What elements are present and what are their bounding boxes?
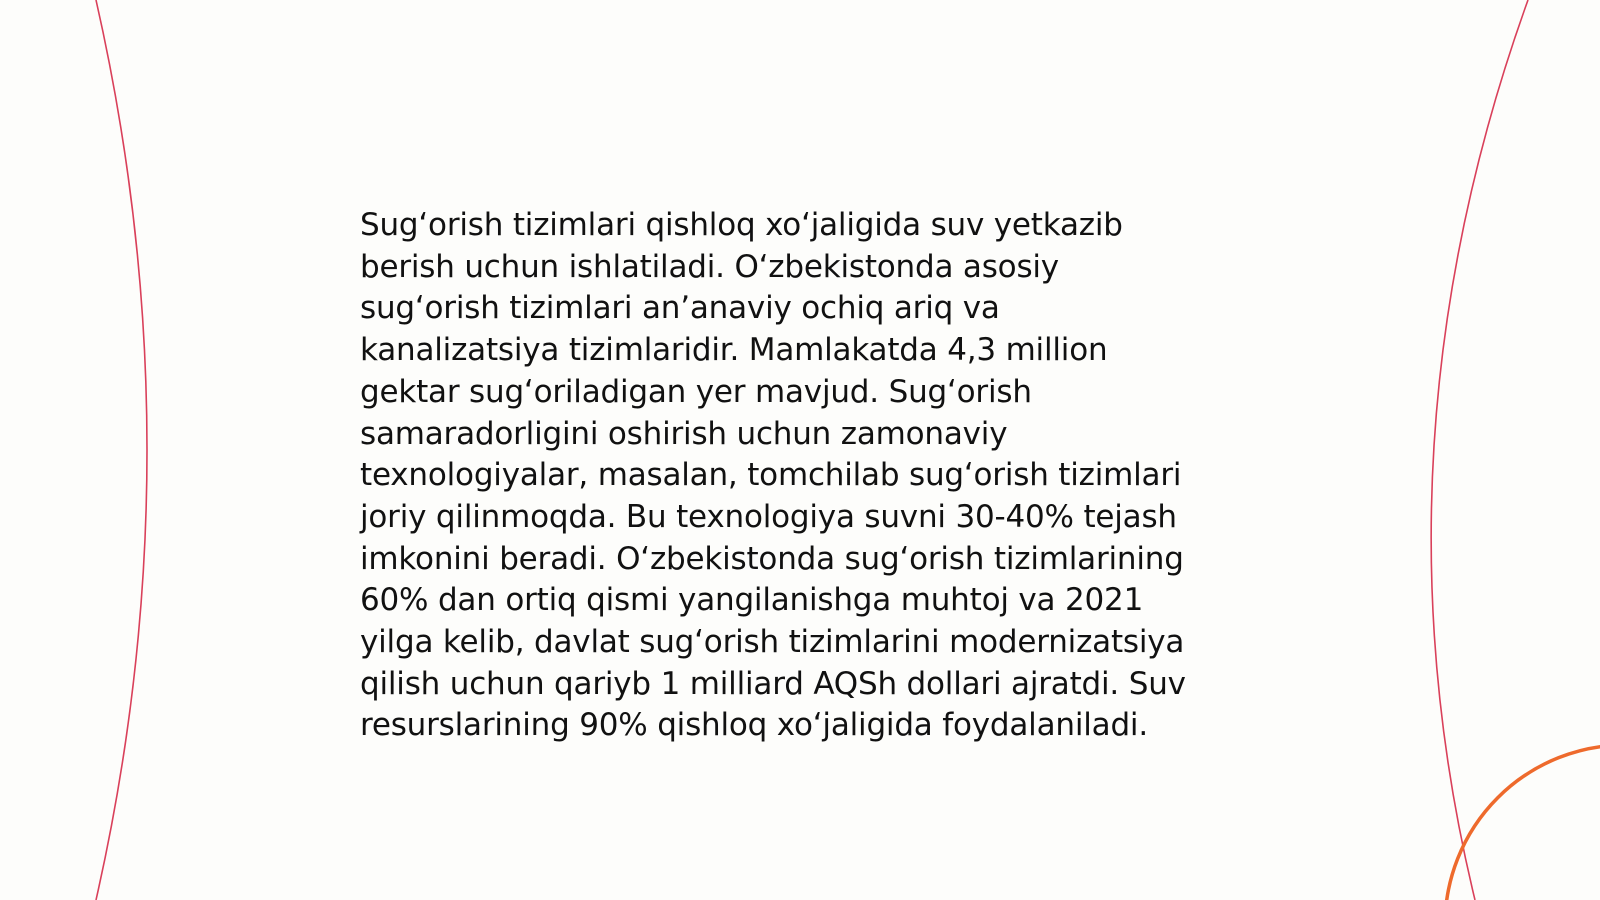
paragraph-line: texnologiyalar, masalan, tomchilab sug‘orish tizimlari: [360, 457, 1182, 494]
body-paragraph: [360, 205, 1240, 747]
paragraph-line: berish uchun ishlatiladi. O‘zbekistonda asosiy: [360, 248, 1059, 285]
right-curve-line: [1431, 0, 1528, 900]
paragraph-line: joriy qilinmoqda. Bu texnologiya suvni 30-40% tejash: [360, 498, 1177, 535]
paragraph-line: sug‘orish tizimlari an’anaviy ochiq ariq va: [360, 290, 1000, 327]
paragraph-line: imkonini beradi. O‘zbekistonda sug‘orish tizimlarining: [360, 540, 1184, 577]
paragraph-line: resurslarining 90% qishloq xo‘jaligida foydalaniladi.: [360, 707, 1148, 744]
corner-arc: [1445, 745, 1600, 900]
left-curve-line: [96, 0, 147, 900]
paragraph-line: Sug‘orish tizimlari qishloq xo‘jaligida suv yetkazib: [360, 207, 1123, 243]
paragraph-line: 60% dan ortiq qismi yangilanishga muhtoj va 2021: [360, 582, 1144, 619]
paragraph-line: gektar sug‘oriladigan yer mavjud. Sug‘orish: [360, 373, 1032, 410]
paragraph-line: samaradorligini oshirish uchun zamonaviy: [360, 415, 1008, 452]
paragraph-line: qilish uchun qariyb 1 milliard AQSh dollari ajratdi. Suv: [360, 665, 1186, 702]
paragraph-line: kanalizatsiya tizimlaridir. Mamlakatda 4,3 million: [360, 332, 1108, 369]
paragraph-line: yilga kelib, davlat sug‘orish tizimlarini modernizatsiya: [360, 624, 1185, 661]
